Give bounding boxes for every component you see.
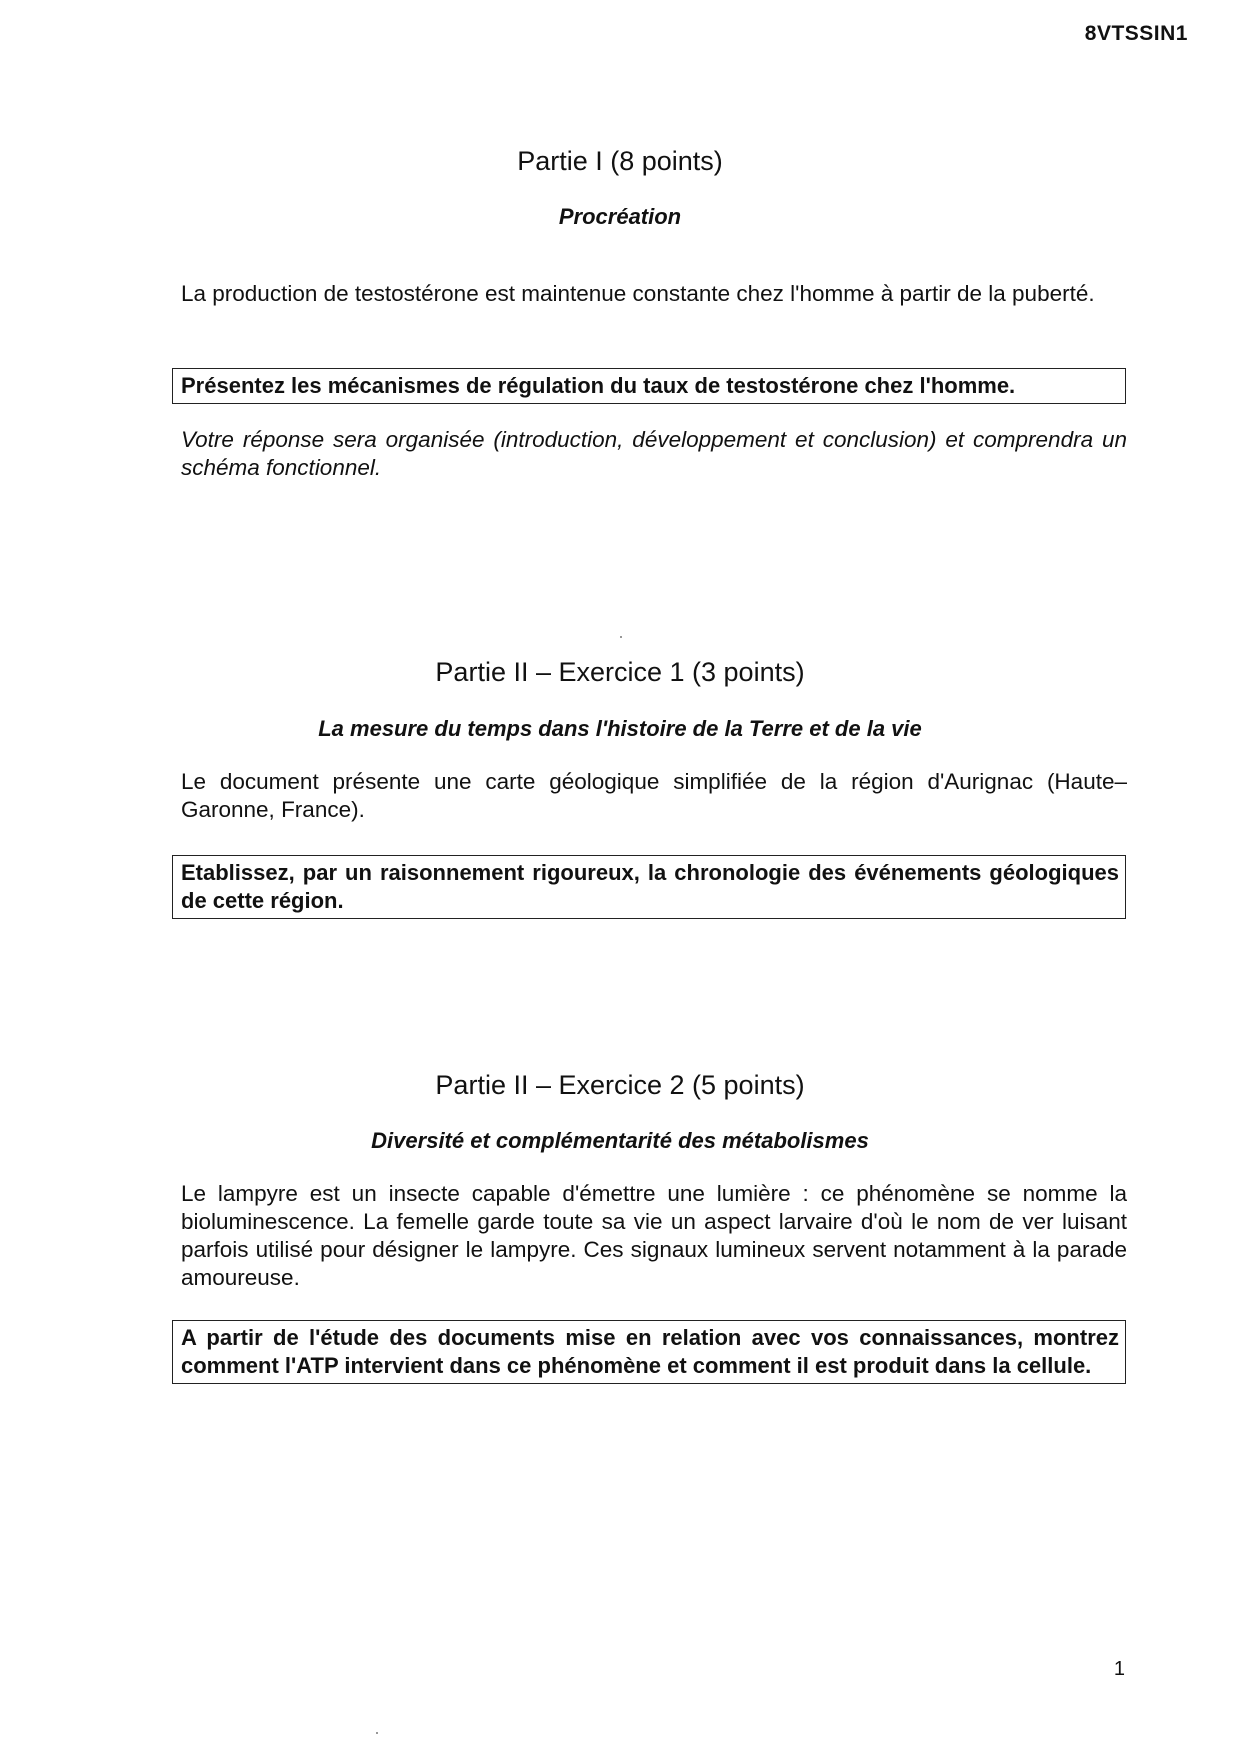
page-number: 1 [1113,1658,1125,1680]
part1-task-box: Présentez les mécanismes de régulation du taux de testostérone chez l'homme. [172,368,1126,404]
part2-ex1-task-box: Etablissez, par un raisonnement rigoureux, la chronologie des événements géologiques de cette région. [172,855,1126,919]
scan-speck [376,1732,378,1734]
part1-instructions: Votre réponse sera organisée (introduction, développement et conclusion) et comprendra un schéma fonctionnel. [181,427,1127,480]
part1-intro: La production de testostérone est maintenue constante chez l'homme à partir de la puberté. [181,281,1095,306]
part2-ex1-subtitle: La mesure du temps dans l'histoire de la Terre et de la vie [318,716,922,741]
part2-ex1-title: Partie II – Exercice 1 (3 points) [435,657,805,687]
part1-title: Partie I (8 points) [517,146,723,176]
part2-ex2-subtitle: Diversité et complémentarité des métabolismes [371,1128,869,1153]
part1-subtitle: Procréation [558,204,682,229]
part2-ex1-intro: Le document présente une carte géologique simplifiée de la région d'Aurignac (Haute–Garonne, France). [181,769,1127,822]
document-code: 8VTSSIN1 [1084,22,1188,45]
scan-speck [620,636,622,638]
part2-ex2-task-box: A partir de l'étude des documents mise en relation avec vos connaissances, montrez comment l'ATP intervient dans ce phénomène et comment il est produit dans la cellule. [172,1320,1126,1384]
part2-ex2-intro: Le lampyre est un insecte capable d'émettre une lumière : ce phénomène se nomme la bioluminescence. La femelle garde toute sa vie un aspect larvaire d'où le nom de ver luisant parfois utilisé pour désigner le lampyre. Ces signaux lumineux servent notamment à la parade amoureuse. [181,1181,1127,1290]
part2-ex2-title: Partie II – Exercice 2 (5 points) [435,1070,805,1100]
